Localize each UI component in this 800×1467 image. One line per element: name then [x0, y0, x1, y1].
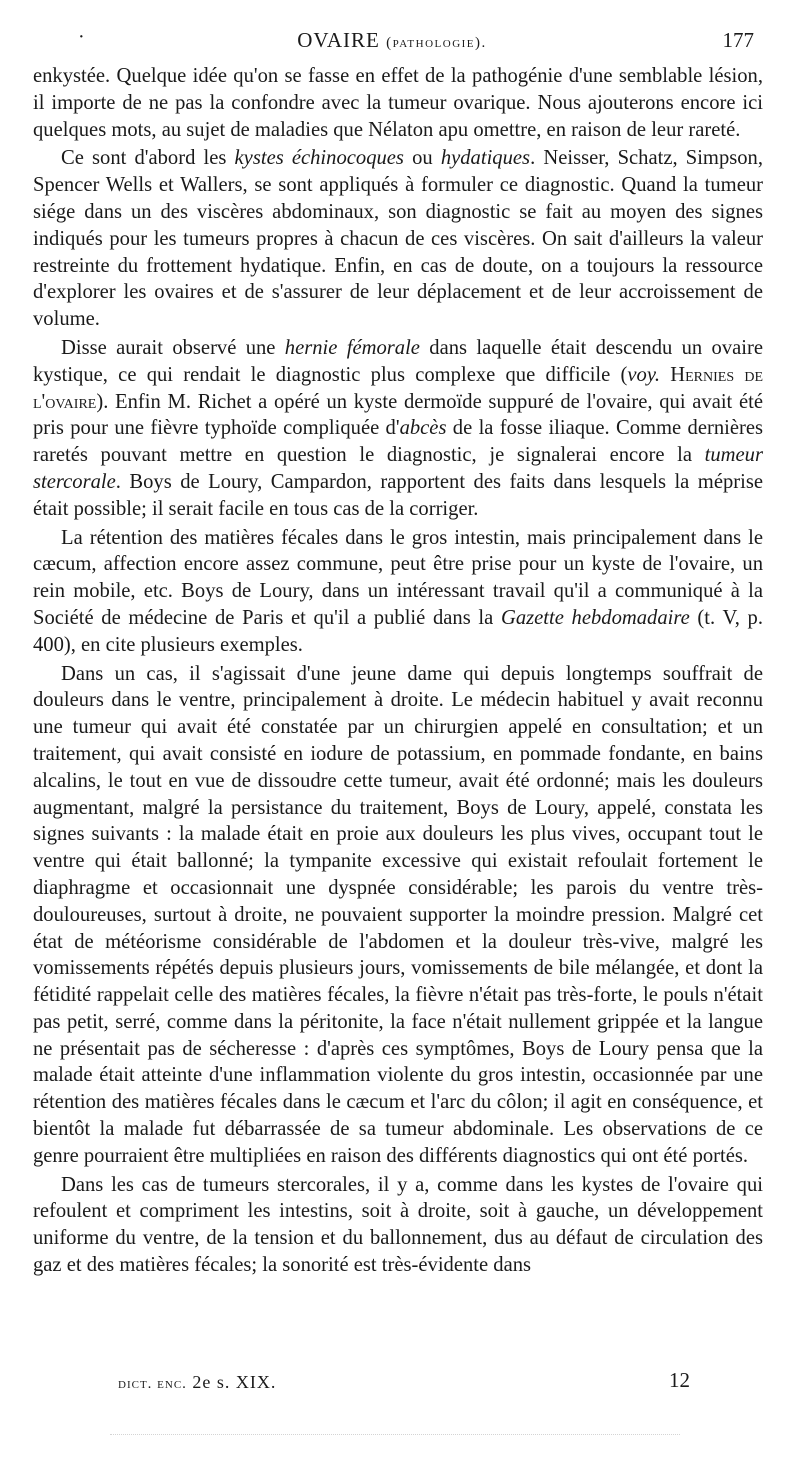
text-run: (t. V, p. 400), en cite plusieurs exemples. [33, 606, 763, 656]
text-run: ou [403, 147, 441, 170]
page-footer [118, 1368, 690, 1398]
head-title-subtitle: (pathologie). [386, 35, 487, 51]
signature-prefix: dict. enc. [118, 1376, 187, 1392]
text-run: dans laquelle était descendu un ovaire kystique, ce qui rendait le diagnostic plus complexe que difficile ( [33, 336, 764, 386]
signature-rest: 2e s. XIX. [186, 1372, 277, 1392]
text-run: . Neisser, Schatz, Simpson, Spencer Wells et Wallers, se sont appliqués à formuler ce diagnostic. Quand la tumeur siége dans un des viscères abdominaux, son diagnostic se fait au moyen des signes indiqués pour les tumeurs propres à chacun de ces viscères. On sait d'ailleurs la valeur restreinte du frottement hydatique. Enfin, en cas de doute, on a toujours la ressource d'explorer les ovaires et de s'assurer de leur déplacement et de leur accroissement de volume. [33, 147, 764, 331]
emphasis-text: voy. [627, 363, 660, 386]
paragraph [33, 525, 763, 659]
body-text [33, 63, 763, 1281]
text-run: Ce sont d'abord les [61, 147, 235, 170]
text-run: enkystée. Quelque idée qu'on se fasse en effet de la pathogénie d'une semblable lésion, il importe de ne pas la confondre avec la tumeur ovarique. Nous ajouterons encore ici quelques mots, au sujet de maladies que Nélaton apu omettre, en raison de leur rareté. [33, 65, 763, 141]
emphasis-text: hernie fémorale [284, 336, 420, 359]
running-head [30, 28, 754, 58]
text-run: de la fosse iliaque. Comme dernières raretés pouvant mettre en question le diagnostic, je signalerai encore la [33, 417, 763, 467]
paragraph [33, 145, 763, 333]
emphasis-text: abcès [399, 417, 447, 440]
paragraph [33, 1172, 763, 1279]
running-head-title [30, 28, 754, 53]
emphasis-text: kystes échinocoques [234, 147, 404, 170]
emphasis-text: Gazette hebdomadaire [500, 606, 690, 629]
text-run: Dans un cas, il s'agissait d'une jeune dame qui depuis longtemps souffrait de douleurs dans le ventre, principalement à droite. Le médecin habituel y avait reconnu une tumeur qui avait été constatée par un chirurgien appelé en consultation; et un traitement, qui avait consisté en iodure de potassium, en pommade fondante, en bains alcalins, le tout en vue de dissoudre cette tumeur, avait été ordonné; mais les douleurs augmentant, malgré la persistance du traitement, Boys de Loury, appelé, constata les signes suivants : la malade était en proie aux douleurs les plus vives, occupant tout le ventre qui était ballonné; la tympanite excessive qui existait refoulait fortement le diaphragme et occasionnait une dyspnée considérable; les parois du ventre très-douloureuses, surtout à droite, ne pouvaient supporter la moindre pression. Malgré cet état de météorisme considérable de l'abdomen et la douleur très-vive, malgré les vomissements répétés depuis plusieurs jours, vomissements de bile mélangée, et dont la fétidité rappelait celle des matières fécales, la fièvre n'était pas très-forte, le pouls n'était pas petit, serré, comme dans la péritonite, la face n'était nullement grippée et la langue ne présentait pas de sécheresse : d'après ces symptômes, Boys de Loury pensa que la malade était atteinte d'une inflammation violente du gros intestin, occasionnée par une rétention des matières fécales dans le cæcum et l'arc du côlon; il agit en conséquence, et bientôt la malade fut débarrassée de sa tumeur abdominale. Les observations de ce genre pourraient être multipliées en raison des différents diagnostics qui ont été portés. [33, 662, 763, 1167]
text-run: . Boys de Loury, Campardon, rapportent des faits dans lesquels la méprise était possible; il serait facile en tous cas de la corriger. [33, 470, 763, 520]
text-run: La rétention des matières fécales dans le gros intestin, mais principalement dans le cæcum, affection encore assez commune, peut être prise pour un kyste de l'ovaire, un rein mobile, etc. Boys de Loury, dans un intéressant travail qu'il a communiqué à la Société de médecine de Paris et qu'il a publié dans la [33, 526, 763, 629]
paragraph [33, 661, 763, 1170]
head-title-main: OVAIRE [297, 28, 380, 52]
sheet-number: 12 [669, 1368, 690, 1392]
paragraph [33, 335, 763, 523]
text-run [660, 364, 670, 386]
text-run: Dans les cas de tumeurs stercorales, il y a, comme dans les kystes de l'ovaire qui refoulent et compriment les intestins, soit à droite, soit à gauche, un développement uniforme du ventre, de la tension et du ballonnement, dus au défaut de circulation des gaz et des matières fécales; la sonorité est très-évidente dans [33, 1173, 763, 1277]
text-run: ). Enfin M. Richet a opéré un kyste dermoïde suppuré de l'ovaire, qui avait été pris pour une fièvre typhoïde compliquée d' [33, 390, 763, 440]
scan-specks [110, 1418, 680, 1435]
head-mark: · [78, 26, 85, 48]
emphasis-text: tumeur stercorale [33, 444, 763, 493]
page-number: 177 [722, 28, 754, 52]
emphasis-text: Hernies de l'ovaire [33, 363, 764, 413]
paragraph [33, 63, 763, 143]
emphasis-text: hydatiques [440, 147, 531, 170]
text-run: Disse aurait observé une [61, 336, 285, 359]
printer-signature [118, 1372, 276, 1393]
